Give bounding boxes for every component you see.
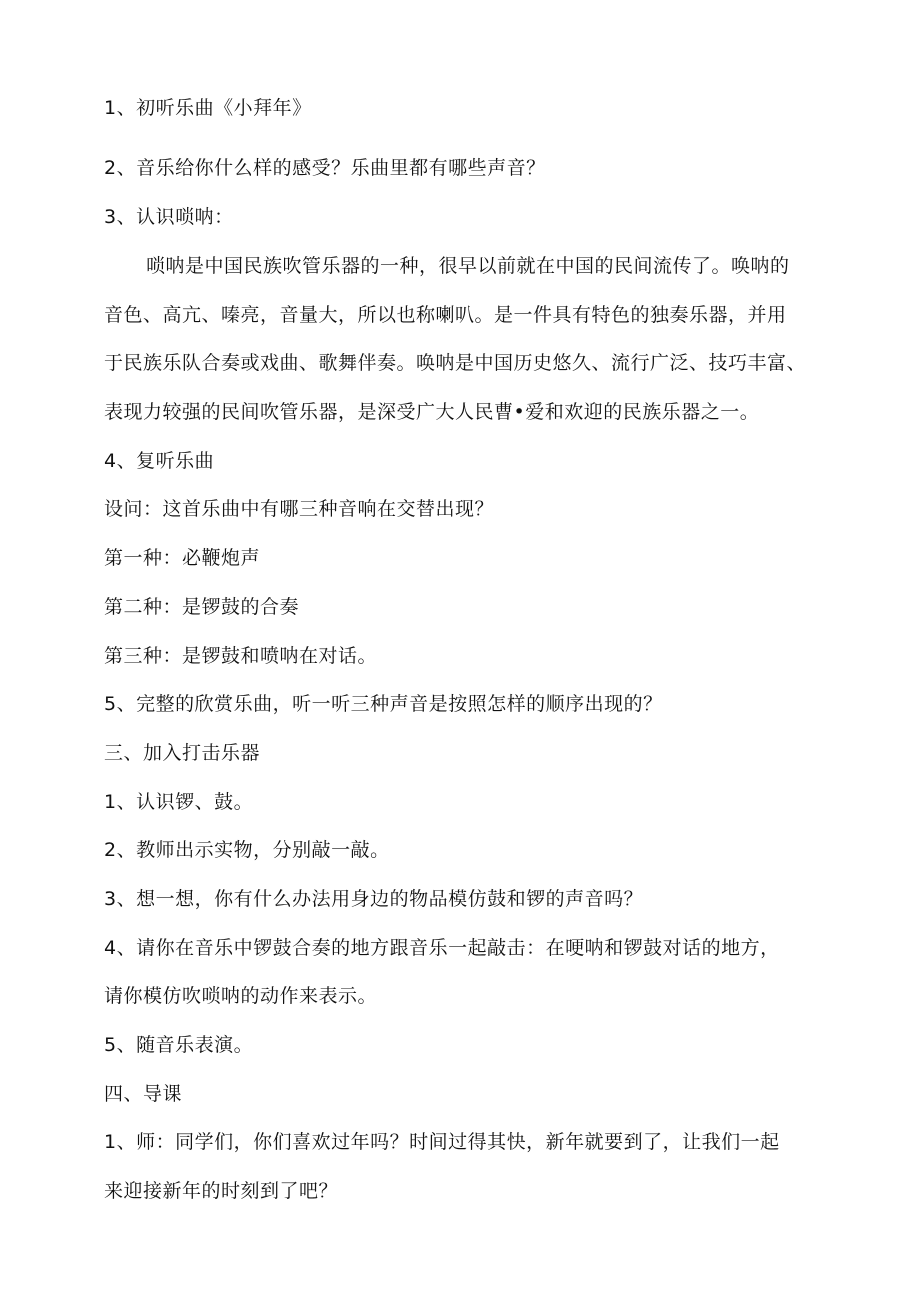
percussion-item-2: 2、教师出示实物，分别敲一敲。 xyxy=(104,839,390,861)
percussion-item-3: 3、想一想，你有什么办法用身边的物品模仿鼓和锣的声音吗？ xyxy=(104,888,644,910)
percussion-item-4-line-1: 4、请你在音乐中锣鼓合奏的地方跟音乐一起敲击：在哽呐和锣鼓对话的地方， xyxy=(104,937,780,959)
percussion-item-5: 5、随音乐表演。 xyxy=(104,1034,254,1056)
section-3-heading: 三、加入打击乐器 xyxy=(104,742,261,764)
percussion-item-1: 1、认识锣、鼓。 xyxy=(104,791,254,813)
question-three-sounds: 设问：这首乐曲中有哪三种音响在交替出现？ xyxy=(104,498,495,520)
suona-paragraph-line-3: 于民族乐队合奏或戏曲、歌舞伴奏。唤呐是中国历史悠久、流行广泛、技巧丰富、 xyxy=(104,352,807,374)
sound-type-2: 第二种：是锣鼓的合奏 xyxy=(104,596,300,618)
suona-paragraph-line-1: 唢呐是中国民族吹管乐器的一种，很早以前就在中国的民间流传了。唤呐的 xyxy=(146,255,790,277)
item-5-full-appreciation: 5、完整的欣赏乐曲，听一听三种声音是按照怎样的顺序出现的？ xyxy=(104,693,663,715)
section-4-heading: 四、导课 xyxy=(104,1083,183,1105)
sound-type-1: 第一种：必鞭炮声 xyxy=(104,547,261,569)
item-3-know-suona: 3、认识唢呐： xyxy=(104,206,234,228)
suona-paragraph-line-4: 表现力较强的民间吹管乐器，是深受广大人民曹•爱和欢迎的民族乐器之一。 xyxy=(104,401,760,423)
item-1-first-listen: 1、初听乐曲《小拜年》 xyxy=(104,97,312,119)
intro-item-1-line-2: 来迎接新年的时刻到了吧？ xyxy=(104,1180,339,1202)
item-2-feelings-question: 2、音乐给你什么样的感受？乐曲里都有哪些声音？ xyxy=(104,157,546,179)
item-4-listen-again: 4、复听乐曲 xyxy=(104,450,215,472)
suona-paragraph-line-2: 音色、高亢、嗪亮，音量大，所以也称喇叭。是一件具有特色的独奏乐器，并用 xyxy=(104,304,787,326)
intro-item-1-line-1: 1、师：同学们，你们喜欢过年吗？时间过得其快，新年就要到了，让我们一起 xyxy=(104,1131,780,1153)
sound-type-3: 第三种：是锣鼓和喷呐在对话。 xyxy=(104,645,378,667)
percussion-item-4-line-2: 请你模仿吹唢呐的动作来表示。 xyxy=(104,985,378,1007)
